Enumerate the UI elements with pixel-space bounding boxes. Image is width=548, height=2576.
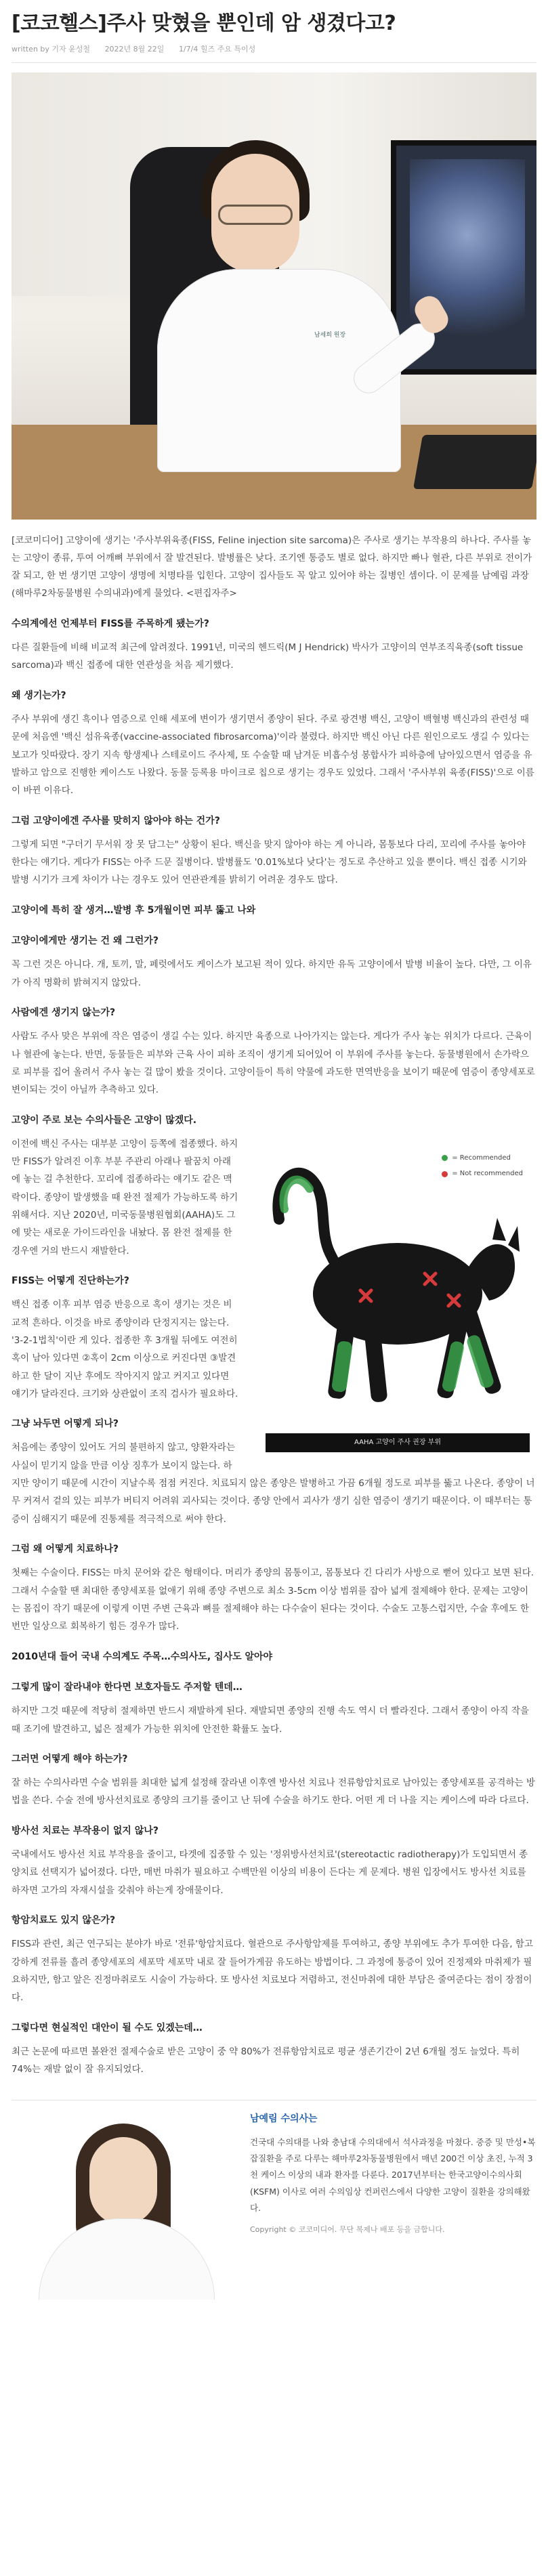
section-heading: 항암치료도 있지 않은가? <box>12 1914 116 1926</box>
article-paragraph: 다른 질환들에 비해 비교적 최근에 알려졌다. 1991년, 미국의 헨드릭(M J Hendrick) 박사가 고양이의 연부조직육종(soft tissue sarcoma)과 백신 접종에 대한 연관성을 처음 제기했다. <box>12 642 524 671</box>
section-heading: 고양이에 특히 잘 생겨…발병 후 5개월이면 피부 뚫고 나와 <box>12 904 256 916</box>
copyright: Copyright © 코코미디어. 무단 복제나 배포 등을 금합니다. <box>250 2224 445 2234</box>
section-heading: 방사선 치료는 부작용이 없지 않나? <box>12 1825 159 1836</box>
section-heading: 그럼 고양이에겐 주사를 맞히지 않아야 하는 건가? <box>12 815 220 826</box>
figure-legend <box>442 1152 523 1183</box>
article-paragraph: 사람도 주사 맞은 부위에 작은 염증이 생길 수는 있다. 하지만 육종으로 나아가지는 않는다. 게다가 주사 놓는 위치가 다르다. 근육이나 혈관에 놓는다. 반면, 동물들은 피부와 근육 사이 피하 조직이 생기게 되어있어 이 부위에 주사를 놓는다. 동물병원에서 손가락으로 피부를 집어 올려서 주사 놓는 걸 많이 봤을 것이다. 고양이들이 특히 약물에 과도한 면역반응을 보이기 때문에 염증이 종양세포로 변이되는 것이 아닐까 추측하고 있다. <box>12 1031 535 1096</box>
section-heading: 그렇게 많이 잘라내야 한다면 보호자들도 주저할 텐데… <box>12 1681 243 1693</box>
article-hits: 1/7/4 힐즈 주요 특이성 <box>178 44 256 54</box>
figure-caption: AAHA 고양이 주사 권장 부위 <box>266 1433 530 1452</box>
section-heading: 고양이에게만 생기는 건 왜 그런가? <box>12 935 159 947</box>
injection-site-figure <box>252 1138 536 1456</box>
article-paragraph: 꼭 그런 것은 아니다. 개, 토끼, 말, 페럿에서도 케이스가 보고된 적이 있다. 하지만 유독 고양이에서 발병 비율이 높다. 다만, 그 이유가 아직 명확히 밝혀지지 않았다. <box>12 959 532 988</box>
author-photo <box>12 2110 235 2300</box>
article-paragraph: 잘 하는 수의사라면 수술 범위를 최대한 넓게 설정해 잘라낸 이후엔 방사선 치료나 전류항암치료로 남아있는 종양세포를 공격하는 방법을 쓴다. 수술 전에 방사선치료로 종양의 크기를 줄이고 난 뒤에 수술을 하기도 한다. 어떤 게 더 나을 지는 케이스에 따라 다르다. <box>12 1777 535 1807</box>
article-paragraph: 최근 논문에 따르면 볼완전 절제수술로 받은 고양이 중 약 80%가 전류항암치료로 평균 생존기간이 2년 6개월 정도 늘었다. 특히 74%는 재발 없이 잘 유지되었다. <box>12 2046 520 2075</box>
author-box <box>12 2100 536 2300</box>
section-heading: FISS는 어떻게 진단하는가? <box>12 1275 129 1287</box>
author-info <box>250 2110 536 2300</box>
section-heading: 그럼 왜 어떻게 치료하나? <box>12 1544 119 1555</box>
article-date: 2022년 8월 22일 <box>104 44 165 54</box>
keyboard-image <box>413 435 536 489</box>
section-heading: 그렇다면 현실적인 대안이 될 수도 있겠는데… <box>12 2022 203 2033</box>
article-paragraph: 처음에는 종양이 있어도 거의 불편하지 않고, 양환자라는 사실이 믿기지 않을 만큼 이상 징후가 보이지 않는다. 하지만 양이기 때문에 시간이 지날수록 점점 커진다. 치료되지 않은 종양은 발병하고 가끔 6개월 정도로 피부를 뚫고 나온다. 종양이 너무 커져서 겉의 있는 피부가 버티지 어려워 괴사되는 것이다. 종양 안에서 괴사가 생기 심한 염증이 생기기 때문이다. 이 때부터는 통증이 심해지기 때문에 진통제를 적극적으로 써야 한다. <box>12 1442 535 1525</box>
section-heading: 그러면 어떻게 해야 하는가? <box>12 1753 128 1765</box>
article-writer: written by 기자 윤성철 <box>12 44 91 54</box>
article-paragraph: 이전에 백신 주사는 대부분 고양이 등쪽에 접종했다. 하지만 FISS가 알려진 이후 부분 주관리 아래나 팔꿈치 아래에 놓는 걸 추천한다. 꼬리에 접종하라는 얘기도 같은 맥락이다. 종양이 발생했을 때 완전 절제가 가능하도록 하기 위해서다. 지난 2020년, 미국동물병원협회(AAHA)도 그에 맞는 새로운 가이드라인을 내놨다. 몸 완전 절제를 한 경우엔 거의 반드시 재발한다. <box>12 1138 238 1257</box>
legend-recommended: = Recommended <box>442 1152 523 1165</box>
section-heading: 고양이 주로 보는 수의사들은 고양이 많겠다. <box>12 1114 197 1126</box>
section-heading: 사람에겐 생기지 않는가? <box>12 1007 116 1018</box>
article-title: [코코헬스]주사 맞혔을 뿐인데 암 생겼다고? <box>12 12 396 35</box>
article-paragraph: 주사 부위에 생긴 흑이나 염증으로 인해 세포에 변이가 생기면서 종양이 된다. 주로 광견병 백신, 고양이 백혈병 백신과의 관련성 때문에 처음엔 '백신 섬유육종(vaccine-associated fibrosarcoma)'이라 불렸다. 하지만 백신 아닌 다른 원인으로도 생길 수 있다는 보고가 잇따랐다. 장기 지속 항생제나 스테로이드 주사제, 또 수술할 때 남겨둔 비흡수성 봉합사가 피하층에 남아있으면서 염증을 유발하고 암으로 진행한 케이스도 나왔다. 동물 등록용 마이크로 칩으로 생기는 경우도 있었다. 그래서 '주사부위 육종(FISS)'으로 이름이 바뀐 이유다. <box>12 713 534 797</box>
section-heading: 수의계에선 언제부터 FISS를 주목하게 됐는가? <box>12 618 209 629</box>
article-body <box>12 532 536 2088</box>
author-name: 남예림 수의사는 <box>250 2113 318 2125</box>
article-paragraph: 백신 접종 이후 피부 염증 반응으로 혹이 생기는 것은 비교적 흔하다. 이것을 바로 종양이라 단정지지는 않는다. '3-2-1법칙'이란 게 있다. 접종한 후 3개월 뒤에도 여전히 혹이 남아 있다면 ②혹이 2cm 이상으로 커진다면 ③발견하고 한 달이 지난 후에도 작아지지 않고 커지고 있다면 얘기가 달라진다. 크기와 상관없이 조직 검사가 필요하다. <box>12 1299 238 1399</box>
article-paragraph: [코코미디어] 고양이에 생기는 '주사부위육종(FISS, Feline injection site sarcoma)은 주사로 생기는 부작용의 하나다. 주사를 놓는 고양이 종류, 투여 어깨뼈 부위에서 잘 발견된다. 발병률은 낮다. 조기엔 통증도 별로 없다. 하지만 빠나 혈관, 다른 부위로 전이가 잘 되고, 한 번 생기면 고양이 생명에 치명타를 입힌다. 고양이 집사들도 꼭 알고 있어야 하는 질병인 셈이다. 이 문제를 남예림 과장(해마루2차동물병원 수의내과)에게 물었다. <편집자주> <box>12 534 532 599</box>
article-paragraph: 국내에서도 방사선 치료 부작용을 줄이고, 타겟에 집중할 수 있는 '정위방사선치료'(stereotactic radiotherapy)가 도입되면서 종양치료 선택지가 넓어졌다. 다만, 매번 마취가 필요하고 수백만원 이상의 비용이 든다는 게 문제다. 병원 입장에서도 방사선 치료를 하자면 고가의 자재시설을 갖춰야 하는게 장애물이다. <box>12 1849 528 1896</box>
section-heading: 2010년대 들어 국내 수의계도 주목…수의사도, 집사도 알아야 <box>12 1651 273 1662</box>
article-meta <box>12 43 536 63</box>
coat-name-badge: 남세희 원장 <box>314 331 346 339</box>
section-heading: 그냥 놔두면 어떻게 되나? <box>12 1418 119 1430</box>
legend-not-recommended: = Not recommended <box>442 1167 523 1181</box>
article-paragraph: 그렇게 되면 "구더기 무서워 장 못 담그는" 상황이 된다. 백신을 맞지 않아야 하는 게 아니라, 몸통보다 다리, 꼬리에 주사를 놓아야 한다는 얘기다. 게다가 FISS는 아주 드문 질병이다. 발병률도 '0.01%보다 낮다'는 정도로 추산하고 있을 뿐이다. 백신 접종 시기와 발병 시기가 크게 차이가 나는 경우도 있어 연관관계를 밝히기 어려운 경우도 많다. <box>12 839 527 886</box>
article-paragraph: 첫째는 수술이다. FISS는 마치 문어와 같은 형태이다. 머리가 종양의 몸통이고, 몸통보다 긴 다리가 사방으로 뻗어 있다고 보면 된다. 그래서 수술할 땐 최대한 종양세포를 없애기 위해 종양 주변으로 최소 3-5cm 이상 범위를 잡아 넓게 절제해야 한다. 문제는 고양이는 몸집이 작기 때문에 이렇게 이면 주변 근육과 뼈를 절제해야 하는 다수술이 된다는 것이다. 수술도 고통스럽지만, 수술 후에도 한번만 일상으로 회복하기 힘든 경우가 많다. <box>12 1567 534 1632</box>
section-heading: 왜 생기는가? <box>12 690 66 701</box>
author-bio: 건국대 수의대를 나와 충남대 수의대에서 석사과정을 마쳤다. 중증 및 만성•복잡질환을 주로 다루는 해마루2차동물병원에서 매년 200건 이상 초진, 누적 3천 케이스 이상의 내과 환자를 다룬다. 2017년부터는 한국고양이수의사회(KSFM) 이사로 여러 수의임상 컨퍼런스에서 다양한 고양이 질환을 강의해왔다. <box>250 2136 536 2214</box>
article-paragraph: 하지만 그것 때문에 적당히 절제하면 반드시 재발하게 된다. 재발되면 종양의 진행 속도 역시 더 빨라진다. 그래서 종양이 아직 작을 때 조기에 발견하고, 넓은 절제가 가능한 위치에 안전한 확률도 높다. <box>12 1706 529 1735</box>
article-paragraph: FISS과 관련, 최근 연구되는 분야가 바로 '전류'항암치료다. 혈관으로 주사항암제를 투여하고, 종양 부위에도 추가 투여한 다음, 함고 강하게 전류를 흘려 종양세포의 세포막 세포막 내로 잘 들어가게끔 유도하는 방법이다. 그 과정에 통증이 있어 진정제와 마취제가 필요하지만, 함고 앞은 진정마취로도 시술이 가능하다. 또 방사선 치료보다 저렴하고, 전신마취에 대한 부담은 줄여준다는 점이 장점이다. <box>12 1939 533 2004</box>
hero-photo <box>12 72 536 520</box>
glasses-icon <box>218 205 293 225</box>
